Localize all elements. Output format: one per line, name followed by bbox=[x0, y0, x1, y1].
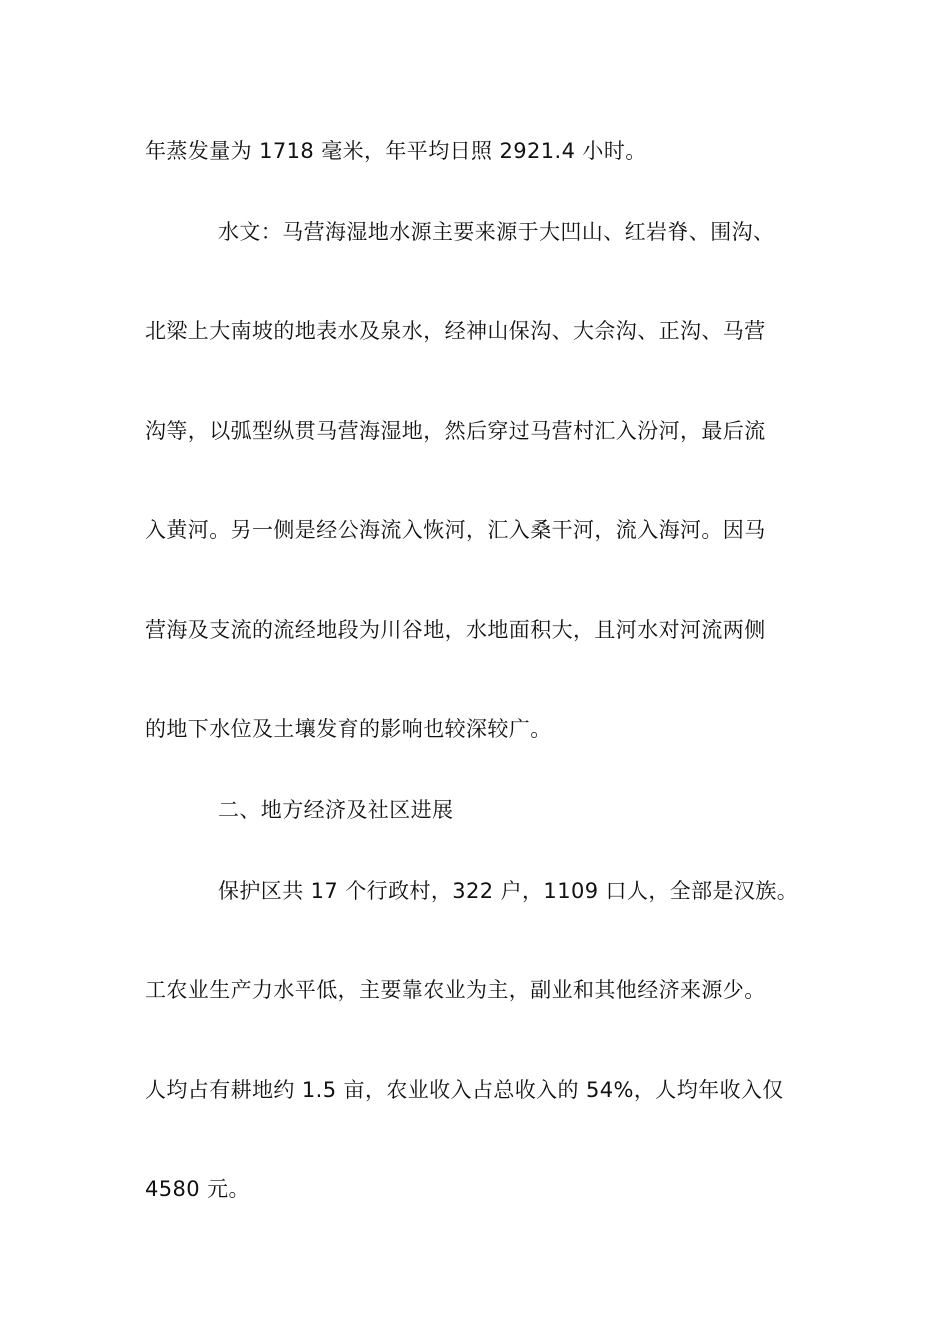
paragraph-line-6: 营海及支流的流经地段为川谷地，水地面积大，且河水对河流两侧 bbox=[145, 618, 766, 642]
paragraph-line-10: 人均占有耕地约 1.5 亩，农业收入占总收入的 54%，人均年收入仅 bbox=[145, 1078, 784, 1102]
section-heading: 二、地方经济及社区进展 bbox=[218, 798, 454, 822]
paragraph-line-9: 工农业生产力水平低，主要靠农业为主，副业和其他经济来源少。 bbox=[145, 978, 766, 1002]
paragraph-line-2: 水文：马营海湿地水源主要来源于大凹山、红岩脊、围沟、 bbox=[218, 220, 775, 244]
paragraph-line-1: 年蒸发量为 1718 毫米，年平均日照 2921.4 小时。 bbox=[145, 139, 647, 163]
paragraph-line-7: 的地下水位及土壤发育的影响也较深较广。 bbox=[145, 717, 552, 741]
paragraph-line-11: 4580 元。 bbox=[145, 1177, 250, 1201]
paragraph-line-4: 沟等，以弧型纵贯马营海湿地，然后穿过马营村汇入汾河，最后流 bbox=[145, 419, 766, 443]
paragraph-line-5: 入黄河。另一侧是经公海流入恢河，汇入桑干河，流入海河。因马 bbox=[145, 518, 766, 542]
paragraph-line-8: 保护区共 17 个行政村，322 户，1109 口人，全部是汉族。 bbox=[218, 879, 799, 903]
paragraph-line-3: 北梁上大南坡的地表水及泉水，经神山保沟、大佘沟、正沟、马营 bbox=[145, 319, 766, 343]
